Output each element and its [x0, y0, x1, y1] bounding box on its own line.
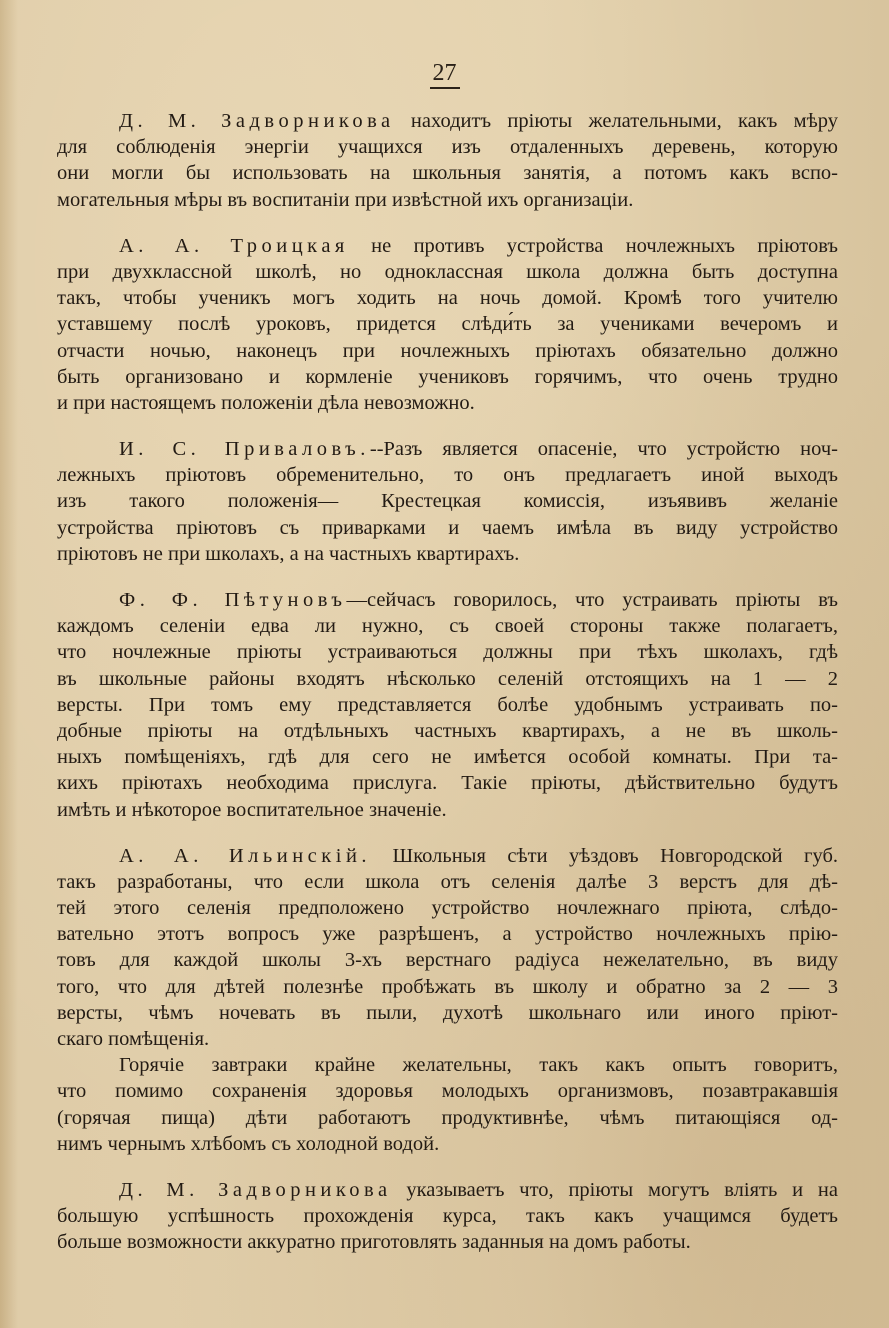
- speaker-name: А. А. Троицкая: [119, 234, 349, 257]
- text-line: быть организовано и кормленіе учениковъ горячимъ, что очень трудно: [57, 365, 838, 388]
- text-line: отчасти ночью, наконецъ при ночлежныхъ пріютахъ обязательно должно: [57, 339, 838, 362]
- text-line: товъ для каждой школы 3-хъ верстнаго радіуса нежелательно, въ виду: [57, 949, 838, 972]
- paragraph-breakfasts: [57, 1052, 838, 1157]
- text-line: А. А. Ильинскій. Школьныя сѣти уѣздовъ Новгородской губ.: [119, 844, 838, 867]
- text-line: пріютовъ не при школахъ, а на частныхъ квартирахъ.: [57, 542, 520, 565]
- paragraph-petunov: [57, 587, 838, 823]
- speaker-name: Д. М. Задворникова: [119, 1178, 392, 1201]
- text-line: А. А. Троицкая не противъ устройства ночлежныхъ пріютовъ: [119, 234, 838, 257]
- text-line: нимъ чернымъ хлѣбомъ съ холодной водой.: [57, 1132, 440, 1155]
- speaker-name: Д. М. Задворникова: [119, 110, 395, 132]
- text-line: такъ, чтобы ученикъ могъ ходить на ночь домой. Кромѣ того учителю: [57, 287, 838, 310]
- text-line: И. С. Приваловъ.--Разъ является опасеніе, что устройстю ноч-: [119, 438, 838, 461]
- page-number: 27: [0, 60, 889, 89]
- text-line: Д. М. Задворникова указываетъ что, пріюты могутъ вліять и на: [119, 1178, 839, 1201]
- text-line: большую успѣшность прохожденія курса, такъ какъ учащимся будетъ: [57, 1205, 838, 1228]
- text-line: вательно этотъ вопросъ уже разрѣшенъ, а устройство ночлежныхъ прію-: [57, 923, 838, 946]
- text-line: (горячая пища) дѣти работаютъ продуктивнѣе, чѣмъ питающіяся од-: [57, 1106, 838, 1129]
- text-line: того, что для дѣтей полезнѣе пробѣжать въ школу и обратно за 2 — 3: [57, 975, 838, 998]
- text-line: и при настоящемъ положеніи дѣла невозможно.: [57, 391, 475, 414]
- text-line: ныхъ помѣщеніяхъ, гдѣ для сего не имѣется особой комнаты. При та-: [57, 746, 838, 769]
- paragraph-zadvornikova-2: [57, 1177, 838, 1256]
- text-line: могательныя мѣры въ воспитаніи при извѣстной ихъ организаціи.: [57, 188, 634, 211]
- text-line: версты. При томъ ему представляется болѣе удобнымъ устраивать по-: [57, 693, 838, 716]
- paragraph-ilinsky: [57, 843, 838, 1053]
- text-line: изъ такого положенія— Крестецкая комиссія, изъявивъ желаніе: [57, 490, 838, 513]
- paragraph-troitskaya: [57, 233, 838, 416]
- text-line: больше возможности аккуратно приготовлять заданныя на домъ работы.: [57, 1231, 691, 1254]
- text-line: Горячіе завтраки крайне желательны, такъ какъ опытъ говоритъ,: [119, 1054, 838, 1077]
- text-line: Ф. Ф. Пѣтуновъ—сейчасъ говорилось, что устраивать пріюты въ: [119, 589, 838, 611]
- text-line: каждомъ селеніи едва ли нужно, съ своей стороны также полагаетъ,: [57, 615, 838, 638]
- text-line: они могли бы использовать на школьныя занятія, а потомъ какъ вспо-: [57, 162, 838, 185]
- speaker-name: И. С. Приваловъ.: [119, 438, 370, 461]
- text-line: такъ разработаны, что если школа отъ селенія далѣе 3 верстъ для дѣ-: [57, 870, 838, 893]
- text-line: Д. М. Задворникова находитъ пріюты желательными, какъ мѣру: [119, 110, 839, 132]
- text-line: версты, чѣмъ ночевать въ пыли, духотѣ школьнаго или иного пріют-: [57, 1001, 838, 1024]
- text-line: скаго помѣщенія.: [57, 1028, 210, 1050]
- text-line: кихъ пріютахъ необходима прислуга. Такіе пріюты, дѣйствительно будутъ: [57, 772, 838, 795]
- text-line: тей этого селенія предположено устройство ночлежнаго пріюта, слѣдо-: [57, 897, 838, 920]
- paragraph-zadvornikova-1: [57, 108, 838, 213]
- text-line: что ночлежные пріюты устраиваються должны при тѣхъ школахъ, гдѣ: [57, 641, 838, 664]
- text-line: при двухклассной школѣ, но одноклассная школа должна быть доступна: [57, 260, 838, 283]
- text-line: что помимо сохраненія здоровья молодыхъ организмовъ, позавтракавшія: [57, 1080, 838, 1103]
- paragraph-privalov: [57, 436, 838, 567]
- text-line: устройства пріютовъ съ приварками и чаемъ имѣла въ виду устройство: [57, 516, 838, 539]
- text-line: въ школьные районы входятъ нѣсколько селеній отстоящихъ на 1 — 2: [57, 667, 838, 690]
- text-line: уставшему послѣ уроковъ, придется слѣди́ть за учениками вечеромъ и: [57, 313, 838, 336]
- text-line: лежныхъ пріютовъ обременительно, то онъ предлагаетъ иной выходъ: [57, 464, 838, 487]
- page-text: [57, 108, 838, 1256]
- text-line: имѣть и нѣкоторое воспитательное значеніе.: [57, 798, 447, 821]
- speaker-name: А. А. Ильинскій.: [119, 844, 372, 867]
- speaker-name: Ф. Ф. Пѣтуновъ: [119, 589, 347, 611]
- text-line: для соблюденія энергіи учащихся изъ отдаленныхъ деревень, которую: [57, 136, 838, 159]
- text-line: добные пріюты на отдѣльныхъ частныхъ квартирахъ, а не въ школь-: [57, 719, 838, 742]
